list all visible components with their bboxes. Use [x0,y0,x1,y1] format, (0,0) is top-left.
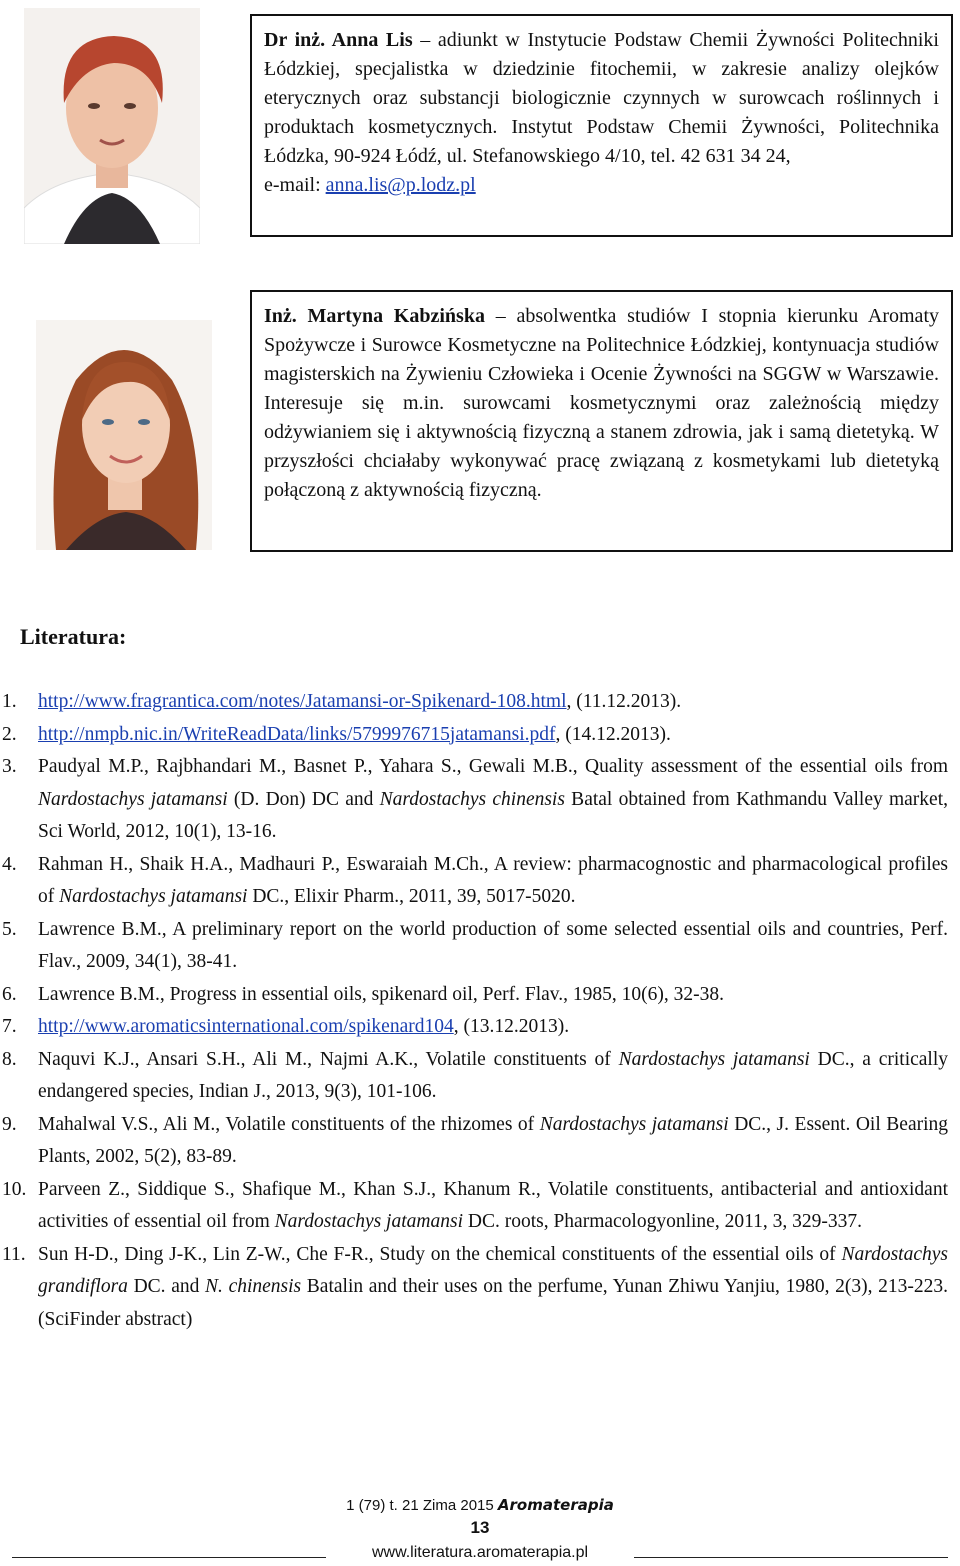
reference-number: 1. [2,691,17,712]
reference-text: http://www.fragrantica.com/notes/Jatamansi-or-Spikenard-108.html, (11.12.2013). [38,691,682,712]
author-description: – adiunkt w Instytucie Podstaw Chemii Żywności Politechniki Łódzkiej, specjalistka w dziedzinie fitochemii, w zakresie analizy olejków eterycznych oraz substancji biologicznie czynnych w surowcach roślinnych i produktach kosmetycznych. Instytut Podstaw Chemii Żywności, Politechnika Łódzka, 90-924 Łódź, ul. Stefanowskiego 4/10, tel. 42 631 34 24, [264,29,939,167]
reference-link[interactable]: http://www.aromaticsinternational.com/spikenard104 [38,1016,454,1037]
reference-number: 8. [2,1048,17,1070]
species-name: Nardostachys jatamansi [274,1211,463,1232]
author-bio-martyna-kabzinska [250,290,953,552]
reference-item [0,1239,948,1337]
reference-text: Mahalwal V.S., Ali M., Volatile constituents of the rhizomes of Nardostachys jatamansi DC., J. Essent. Oil Bearing Plants, 2002, 5(2), 83-89. [38,1113,949,1167]
email-label: e-mail: [264,174,326,196]
reference-number: 9. [2,1113,17,1135]
reference-text: http://www.aromaticsinternational.com/spikenard104, (13.12.2013). [38,1016,570,1037]
magazine-logo: Aromaterapia [497,1496,614,1514]
species-name: N. chinensis [205,1276,302,1297]
reference-text: Paudyal M.P., Rajbhandari M., Basnet P., Yahara S., Gewali M.B., Quality assessment of the essential oils from Nardostachys jatamansi (D. Don) DC and Nardostachys chinensis Batal obtained from Kathmandu Valley market, Sci World, 2012, 10(1), 13-16. [38,756,948,842]
footer-issue-text: 1 (79) t. 21 Zima 2015 [346,1497,494,1514]
footer-issue [0,1496,960,1514]
reference-list [0,686,948,1336]
species-name: Nardostachys jatamansi [539,1113,729,1135]
species-name: Nardostachys jatamansi [618,1048,810,1070]
reference-link[interactable]: http://nmpb.nic.in/WriteReadData/links/5799976715jatamansi.pdf [38,723,556,745]
reference-number: 3. [2,756,17,777]
reference-number: 11. [2,1243,26,1265]
author-name: Dr inż. Anna Lis [264,29,413,51]
reference-item [0,719,948,752]
reference-number: 7. [2,1016,17,1037]
reference-link[interactable]: http://www.fragrantica.com/notes/Jatamansi-or-Spikenard-108.html [38,691,567,712]
species-name: Nardostachys jatamansi [59,886,248,907]
footer-url[interactable]: www.literatura.aromaterapia.pl [371,1544,589,1561]
reference-text: Lawrence B.M., Progress in essential oils, spikenard oil, Perf. Flav., 1985, 10(6), 32-38. [38,983,724,1005]
species-name: Nardostachys jatamansi [38,788,228,810]
page-number: 13 [470,1518,490,1537]
author-photo-martyna-kabzinska [36,320,212,550]
reference-item [0,1109,948,1174]
reference-item [0,1174,948,1239]
reference-item [0,914,948,979]
author-description: – absolwentka studiów I stopnia kierunku Aromaty Spożywcze i Surowce Kosmetyczne na Politechnice Łódzkiej, kontynuacja studiów magisterskich na Żywieniu Człowieka i Ocenie Żywności na SGGW w Warszawie. Interesuje się m.in. surowcami kosmetycznymi oraz zależnością między odżywianiem się i aktywnością fizyczną a stanem zdrowia, jak i samą dietetyką. W przyszłości chciałaby wykonywać pracę związaną z kosmetykami lub dietetyką połączoną z aktywnością fizyczną. [264,305,939,501]
species-name: Nardostachys chinensis [379,788,565,810]
reference-item [0,686,948,719]
reference-item [0,751,948,849]
reference-item [0,1011,948,1044]
author-bio-anna-lis [250,14,953,237]
author-photo-anna-lis [24,8,200,244]
reference-item [0,979,948,1012]
reference-text: Naquvi K.J., Ansari S.H., Ali M., Najmi A.K., Volatile constituents of Nardostachys jatamansi DC., a critically endangered species, Indian J., 2013, 9(3), 101-106. [38,1048,949,1102]
author-name: Inż. Martyna Kabzińska [264,305,485,327]
reference-number: 4. [2,853,17,875]
species-name: Nardostachys grandiflora [38,1243,948,1297]
reference-item [0,1044,948,1109]
reference-text: Sun H-D., Ding J-K., Lin Z-W., Che F-R., Study on the chemical constituents of the essential oils of Nardostachys grandiflora DC. and N. chinensis Batalin and their uses on the perfume, Yunan Zhiwu Yanjiu, 1980, 2(3), 213-223. (SciFinder abstract) [38,1243,948,1330]
reference-number: 5. [2,918,17,940]
literature-heading: Literatura: [20,624,127,649]
reference-text: Parveen Z., Siddique S., Shafique M., Khan S.J., Khanum R., Volatile constituents, antibacterial and antioxidant activities of essential oil from Nardostachys jatamansi DC. roots, Pharmacologyonline, 2011, 3, 329-337. [38,1178,948,1232]
reference-text: Rahman H., Shaik H.A., Madhauri P., Eswaraiah M.Ch., A review: pharmacognostic and pharmacological profiles of Nardostachys jatamansi DC., Elixir Pharm., 2011, 39, 5017-5020. [38,853,948,907]
email-link[interactable]: anna.lis@p.lodz.pl [325,174,476,196]
reference-item [0,849,948,914]
reference-number: 2. [2,723,17,745]
reference-number: 6. [2,983,17,1005]
reference-text: Lawrence B.M., A preliminary report on the world production of some selected essential oils and countries, Perf. Flav., 2009, 34(1), 38-41. [38,918,948,972]
reference-number: 10. [2,1178,27,1200]
reference-text: http://nmpb.nic.in/WriteReadData/links/5799976715jatamansi.pdf, (14.12.2013). [38,723,671,745]
